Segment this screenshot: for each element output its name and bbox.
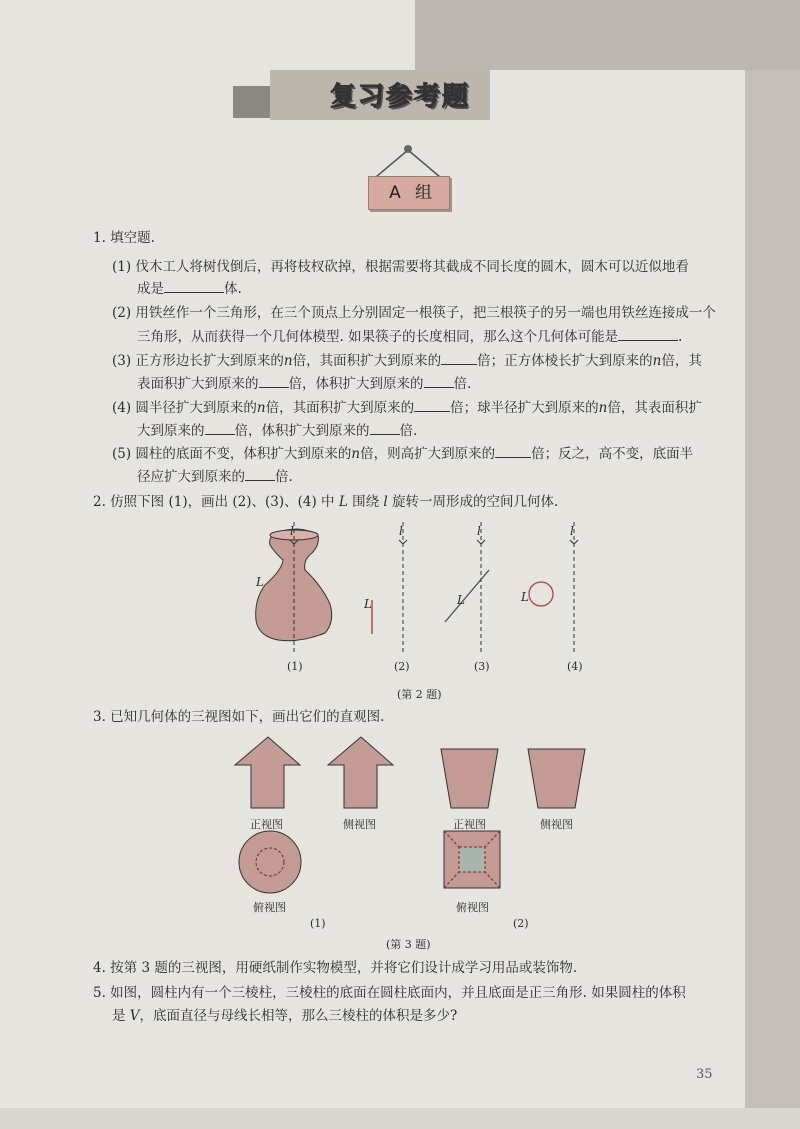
q1-p5-text-f: 倍. xyxy=(275,469,293,485)
q5-text-c: ，底面直径与母线长相等，那么三棱柱的体积是多少? xyxy=(139,1008,458,1024)
q1-p4-text-i: 倍. xyxy=(399,423,418,439)
front-view-label-1: 正视图 xyxy=(250,818,283,831)
curve-label-4: L xyxy=(521,590,529,604)
q1-p3-text-f: 倍，其 xyxy=(661,353,702,369)
q1-p3-text-h: 倍，体积扩大到原来的 xyxy=(288,376,424,392)
q3-text: 3. 已知几何体的三视图如下，画出它们的直观图. xyxy=(93,709,385,725)
fig-label-1: (1) xyxy=(287,660,303,673)
q1-p5-text-d: 倍；反之，高不变，底面半 xyxy=(531,446,694,462)
q3-sub-label-2: (2) xyxy=(513,917,529,930)
top-view-1-inner xyxy=(256,848,284,876)
side-view-2-shape xyxy=(528,749,585,808)
q1-p1-line1: (1) 伐木工人将树伐倒后，再将枝杈砍掉，根据需要将其截成不同长度的圆木，圆木可以近似地看 xyxy=(112,259,689,275)
group-label-letter: A xyxy=(389,183,401,203)
fig-label-4: (4) xyxy=(567,660,583,673)
fig-label-3: (3) xyxy=(474,660,490,673)
curve-label-2: L xyxy=(364,597,372,611)
q2-text-b: 围绕 xyxy=(352,494,380,510)
variable-n: n xyxy=(598,400,608,416)
q3-sub-label-1: (1) xyxy=(310,917,326,930)
segment-L-3 xyxy=(445,570,489,622)
front-view-label-2: 正视图 xyxy=(453,818,486,831)
variable-n: n xyxy=(283,353,293,369)
front-view-2-shape xyxy=(441,749,498,808)
q4-text: 4. 按第 3 题的三视图，用硬纸制作实物模型，并将它们设计成学习用品或装饰物. xyxy=(93,960,578,976)
top-view-2-inner xyxy=(459,847,485,872)
variable-L: L xyxy=(338,494,348,510)
q2-text-a: 2. 仿照下图 (1)，画出 (2)、(3)、(4) 中 xyxy=(93,494,335,510)
axis-label-4: l xyxy=(570,524,574,538)
group-label-word: 组 xyxy=(415,183,432,203)
q1-p5-text-c: 倍，则高扩大到原来的 xyxy=(360,446,496,462)
variable-n: n xyxy=(351,446,361,462)
axis-label-1: l xyxy=(290,524,294,538)
variable-V: V xyxy=(129,1008,140,1024)
variable-l: l xyxy=(383,494,388,510)
q1-p1-text-b: 体. xyxy=(224,281,242,297)
q5-text-a: 是 xyxy=(112,1008,126,1024)
fig-label-2: (2) xyxy=(394,660,410,673)
side-view-label-1: 侧视图 xyxy=(343,818,376,831)
q2-caption: (第 2 题) xyxy=(397,688,442,701)
q1-p2-text-a: 三角形，从而获得一个几何体模型. 如果筷子的长度相同，那么这个几何体可能是 xyxy=(137,329,619,345)
q5-line2 xyxy=(112,1004,457,1028)
q1-p5-text-e: 径应扩大到原来的 xyxy=(137,469,245,485)
q2-text-c: 旋转一周形成的空间几何体. xyxy=(392,494,559,510)
page-title: 复习参考题 xyxy=(330,82,471,112)
q1-p2-text-b: . xyxy=(678,329,683,345)
curve-label-1: L xyxy=(256,575,264,589)
axis-label-2: l xyxy=(399,524,403,538)
q1-p4-text-c: 倍，其面积扩大到原来的 xyxy=(265,400,415,416)
side-view-label-2: 侧视图 xyxy=(540,818,573,831)
q1-p4-text-a: (4) 圆半径扩大到原来的 xyxy=(112,400,257,416)
axis-label-3: l xyxy=(477,524,481,538)
q1-p3-text-c: 倍，其面积扩大到原来的 xyxy=(292,353,442,369)
q1-p3-text-i: 倍. xyxy=(453,376,472,392)
q1-p2-line1: (2) 用铁丝作一个三角形，在三个顶点上分别固定一根筷子，把三根筷子的另一端也用铁丝连接成一个 xyxy=(112,305,716,321)
q1-p4-text-g: 大到原来的 xyxy=(137,423,205,439)
circle-L-4 xyxy=(529,582,553,606)
curve-label-3: L xyxy=(457,593,465,607)
q1-p3-text-g: 表面积扩大到原来的 xyxy=(137,376,259,392)
variable-n: n xyxy=(256,400,266,416)
q3-caption: (第 3 题) xyxy=(386,938,431,951)
page-number: 35 xyxy=(696,1067,713,1082)
q5-line1: 5. 如图，圆柱内有一个三棱柱，三棱柱的底面在圆柱底面内，并且底面是正三角形. 如果圆柱的体积 xyxy=(93,985,686,1001)
q1-p4-text-f: 倍，其表面积扩 xyxy=(607,400,702,416)
q1-p4-text-d: 倍；球半径扩大到原来的 xyxy=(450,400,599,416)
q1-heading: 1. 填空题. xyxy=(93,230,155,246)
side-view-1-shape xyxy=(328,737,393,808)
q1-p3-text-a: (3) 正方形边长扩大到原来的 xyxy=(112,353,284,369)
q1-p4-text-h: 倍，体积扩大到原来的 xyxy=(234,423,370,439)
q1-p1-text-a: 成是 xyxy=(137,281,164,297)
variable-n: n xyxy=(652,353,662,369)
top-view-label-1: 俯视图 xyxy=(253,901,286,914)
q1-p5-text-a: (5) 圆柱的底面不变，体积扩大到原来的 xyxy=(112,446,352,462)
top-view-label-2: 俯视图 xyxy=(456,901,489,914)
front-view-1-shape xyxy=(235,737,300,808)
q1-p3-text-d: 倍；正方体棱长扩大到原来的 xyxy=(477,353,653,369)
